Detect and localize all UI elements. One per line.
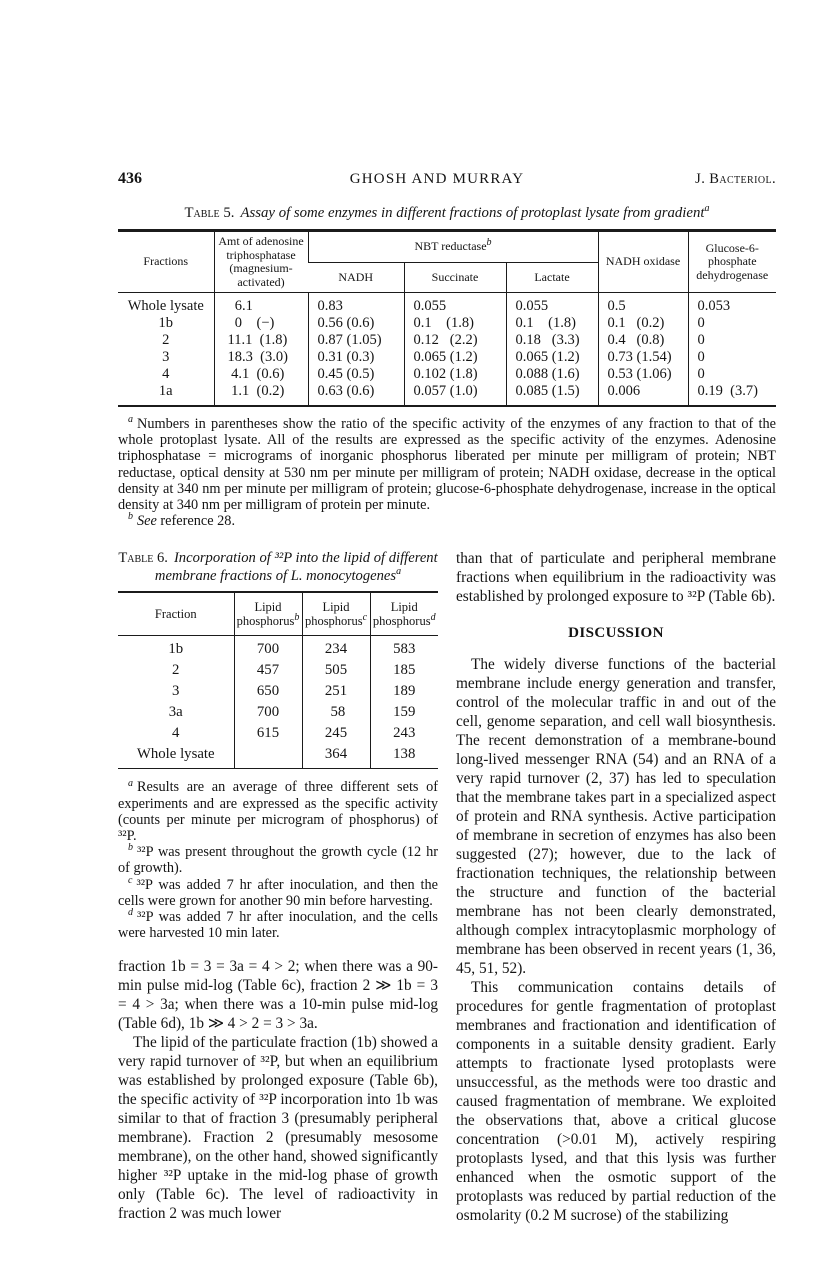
table-cell: 0.055: [404, 293, 506, 316]
col-header-nadh: NADH: [308, 262, 404, 292]
table-cell: 0.73 (1.54): [598, 349, 688, 366]
table-cell: 234: [302, 636, 370, 661]
col-header-lactate: Lactate: [506, 262, 598, 292]
page-content: [118, 170, 776, 1225]
table-cell: 0.065 (1.2): [404, 349, 506, 366]
table-cell: 0: [688, 349, 776, 366]
lipid-table-header: [118, 592, 438, 636]
table-row: [118, 681, 438, 702]
table5-caption-footnote-marker: a: [704, 203, 710, 215]
table-cell: 1b: [158, 315, 173, 331]
table-cell: 18.3 (3.0): [214, 349, 308, 366]
enzyme-assay-table-body: [118, 293, 776, 407]
table-cell: 0.83: [308, 293, 404, 316]
table-cell: 0: [688, 332, 776, 349]
nbt-group-label: NBT reductase: [414, 239, 487, 254]
footnote-text: reference 28.: [156, 513, 236, 530]
table-cell: 138: [370, 744, 438, 769]
footnote-see-label: See: [137, 513, 157, 530]
table-row: [118, 383, 776, 406]
table-cell: 700: [234, 702, 302, 723]
body-paragraph: than that of particulate and peripheral membrane fractions when equilibrium in the radioactivity was established by prolonged exposure to ³²P (Table 6b).: [456, 550, 776, 606]
table6-caption-label: Table 6.: [118, 550, 168, 567]
page-number: 436: [118, 170, 142, 187]
lipid-footnote-marker-d: d: [430, 612, 436, 624]
col-header-atpase: Amt of adenosine triphosphatase (magnesium-activated): [214, 231, 308, 293]
table5-caption: [118, 205, 776, 222]
table5-caption-text: Assay of some enzymes in different fractions of protoplast lysate from gradient: [240, 205, 705, 221]
col-header-lipid-b: [234, 592, 302, 636]
table-row: [118, 293, 776, 316]
table6-caption: [118, 549, 438, 585]
table-row: [118, 636, 438, 661]
table-cell: 0.085 (1.5): [506, 383, 598, 406]
table-cell: [234, 744, 302, 769]
table-row: [118, 349, 776, 366]
running-title: GHOSH AND MURRAY: [349, 171, 525, 187]
table-cell: 0.1 (0.2): [598, 315, 688, 332]
body-paragraph: The lipid of the particulate fraction (1b) showed a very rapid turnover of ³²P, but when an equilibrium was established by prolonged exposure (Table 6b), the specific activity of ³²P incorporation into 1b was similar to that of fraction 3 (presumably peripheral membrane). Fraction 2 (presumably mesosome membrane), on the other hand, showed significantly higher ³²P uptake in the mid-log phase of growth only (Table 6c). The level of radioactivity in fraction 2 was much lower: [118, 1034, 438, 1223]
table6-caption-footnote-marker: a: [396, 566, 402, 578]
body-paragraph: This communication contains details of procedures for gentle fragmentation of protoplast membranes and fractionation and identification of components in a suitable density gradient. Early attempts to fractionate lysed protoplasts were unsuccessful, as the methods were too drastic and caused fragmentation of membrane. We exploited the observations that, above a critical glucose concentration (>0.01 M), actively respiring protoplasts lysed, and that this lysis was further enhanced when the osmotic support of the protoplasts was reduced by partial reduction of the osmolarity (0.2 M sucrose) of the stabilizing: [456, 979, 776, 1225]
table-cell: Whole lysate: [136, 746, 215, 763]
footnote-marker: b: [128, 511, 133, 523]
footnote: [118, 844, 438, 876]
table-cell: 0.1 (1.8): [506, 315, 598, 332]
table-cell: 0.088 (1.6): [506, 366, 598, 383]
enzyme-assay-table-header: [118, 231, 776, 293]
table-cell: 11.1 (1.8): [214, 332, 308, 349]
journal-name: J. Bacteriol.: [695, 171, 776, 187]
table-cell: 0.053: [688, 293, 776, 316]
table-cell: 3: [162, 349, 170, 365]
footnote: [118, 909, 438, 941]
lipid-label: Lipid phosphorus: [304, 600, 363, 629]
lipid-footnote-marker-c: c: [362, 612, 368, 624]
table-cell: 4: [172, 725, 180, 742]
table-cell: 0.87 (1.05): [308, 332, 404, 349]
table-row: [118, 332, 776, 349]
footnote: [118, 779, 438, 844]
table-row: [118, 744, 438, 769]
page-header: [118, 170, 776, 188]
table-cell: 0.18 (3.3): [506, 332, 598, 349]
col-header-lipid-d: [370, 592, 438, 636]
col-header-fractions: Fractions: [118, 231, 214, 293]
table-cell: 0.12 (2.2): [404, 332, 506, 349]
footnote-marker: b: [128, 842, 133, 854]
footnote-marker: d: [128, 907, 133, 919]
right-column: [456, 549, 776, 1225]
left-column-body: [118, 957, 438, 1223]
table-cell: 245: [302, 723, 370, 744]
nbt-footnote-marker: b: [486, 237, 492, 249]
table-cell: 0.63 (0.6): [308, 383, 404, 406]
table-cell: 1a: [158, 383, 173, 399]
table-row: [118, 723, 438, 744]
enzyme-assay-table: [118, 229, 776, 407]
table-cell: 0.19 (3.7): [688, 383, 776, 406]
table-cell: 700: [234, 636, 302, 661]
left-column: [118, 549, 438, 1225]
discussion-heading: DISCUSSION: [568, 625, 664, 642]
table-cell: 1.1 (0.2): [214, 383, 308, 406]
col-header-lipid-c: [302, 592, 370, 636]
footnote-text: ³²P was added 7 hr after inoculation, and then the cells were grown for another 90 min before harvesting.: [118, 876, 438, 909]
table-cell: 243: [370, 723, 438, 744]
footnote-marker: c: [128, 874, 133, 886]
table-cell: 615: [234, 723, 302, 744]
footnote-marker: a: [128, 777, 133, 789]
footnote: [118, 416, 776, 513]
table-cell: 505: [302, 660, 370, 681]
table-cell: Whole lysate: [127, 298, 204, 314]
footnote-text: ³²P was added 7 hr after inoculation, and the cells were harvested 10 min later.: [118, 909, 438, 942]
table-cell: 0.5: [598, 293, 688, 316]
table-cell: 4: [162, 366, 170, 382]
table-row: [118, 315, 776, 332]
footnote-text: Numbers in parentheses show the ratio of the specific activity of the enzymes of any fraction to that of the whole protoplast lysate. All of the results are expressed as the specific activity of the enzymes. Adenosine triphosphatase = micrograms of inorganic phosphorus liberated per minute per milligram of protein; NBT reductase, optical density at 530 nm per minute per milligram of protein; NADH oxidase, decrease in the optical density at 340 nm per minute per milligram of protein; glucose-6-phosphate dehydrogenase, increase in the optical density at 340 nm per milligram of protein per minute.: [118, 416, 776, 514]
table-cell: 6.1: [214, 293, 308, 316]
table-cell: 189: [370, 681, 438, 702]
table-cell: 0.53 (1.06): [598, 366, 688, 383]
table-cell: 0.45 (0.5): [308, 366, 404, 383]
table5-caption-label: Table 5.: [184, 205, 235, 221]
table-cell: 0.1 (1.8): [404, 315, 506, 332]
table-cell: 0.102 (1.8): [404, 366, 506, 383]
footnote-text: Results are an average of three different sets of experiments and are expressed as the specific activity (counts per minute per microgram of phosphorus) of ³²P.: [118, 779, 438, 845]
col-header-g6pd: Glucose-6-phosphate dehydrogenase: [688, 231, 776, 293]
table-cell: 0.56 (0.6): [308, 315, 404, 332]
table-row: [118, 660, 438, 681]
table-row: [118, 702, 438, 723]
two-column-text: [118, 549, 776, 1225]
table-cell: 159: [370, 702, 438, 723]
table-cell: 0.31 (0.3): [308, 349, 404, 366]
table-cell: 0.065 (1.2): [506, 349, 598, 366]
col-header-nadh-oxidase: NADH oxidase: [598, 231, 688, 293]
table-row: [118, 366, 776, 383]
table-cell: 2: [172, 662, 180, 679]
table-cell: 0: [688, 366, 776, 383]
table6-footnotes: [118, 779, 438, 941]
table6-caption-text: Incorporation of ³²P into the lipid of different membrane fractions of L. monocytogenes: [154, 550, 438, 585]
lipid-table-body: [118, 636, 438, 769]
body-paragraph: The widely diverse functions of the bacterial membrane include energy generation and transfer, control of the molecular traffic in and out of the cell, genome separation, and cell wall biosynthesis. The recent demonstration of a membrane-bound long-lived messenger RNA (54) and an RNA of a very rapid turnover (2, 37) has led to speculation that the membrane takes part in a specialized aspect of protein and RNA synthesis. Active participation of membrane in secretion of enzymes has also been suggested (27); however, due to the lack of fractionation techniques, the relationship between the structure and function of the bacterial membrane has not been clearly demonstrated, although complex intracytoplasmic morphology of membrane has been observed in recent years (1, 36, 45, 51, 52).: [456, 656, 776, 978]
body-paragraph: fraction 1b = 3 = 3a = 4 > 2; when there was a 90-min pulse mid-log (Table 6c), fraction 2 ≫ 1b = 3 = 4 > 3a; when there was a 10-min pulse mid-log (Table 6d), 1b ≫ 4 > 2 = 3 > 3a.: [118, 958, 438, 1033]
table-cell: 364: [302, 744, 370, 769]
table-cell: 0 (−): [214, 315, 308, 332]
lipid-incorporation-table: [118, 591, 438, 769]
table-cell: 0.055: [506, 293, 598, 316]
table-cell: 583: [370, 636, 438, 661]
col-header-nbt-reductase: [308, 231, 598, 263]
table-cell: 3: [172, 683, 180, 700]
col-header-fraction: Fraction: [118, 592, 234, 636]
table-cell: 0.006: [598, 383, 688, 406]
table-cell: 0.057 (1.0): [404, 383, 506, 406]
table-cell: 0: [688, 315, 776, 332]
table-cell: 3a: [168, 704, 183, 721]
table-cell: 650: [234, 681, 302, 702]
lipid-label: Lipid phosphorus: [236, 600, 295, 629]
footnote-marker: a: [128, 414, 133, 426]
footnote: [118, 513, 776, 529]
lipid-label: Lipid phosphorus: [372, 600, 431, 629]
table-cell: 0.4 (0.8): [598, 332, 688, 349]
table5-footnotes: [118, 416, 776, 529]
table-cell: 4.1 (0.6): [214, 366, 308, 383]
footnote-text: ³²P was present throughout the growth cycle (12 hr of growth).: [118, 844, 438, 877]
col-header-succinate: Succinate: [404, 262, 506, 292]
table-cell: 457: [234, 660, 302, 681]
table-cell: 251: [302, 681, 370, 702]
table-cell: 58: [302, 702, 370, 723]
table-cell: 1b: [168, 641, 184, 658]
footnote: [118, 874, 438, 909]
table-cell: 185: [370, 660, 438, 681]
lipid-footnote-marker-b: b: [294, 612, 300, 624]
table-cell: 2: [162, 332, 170, 348]
